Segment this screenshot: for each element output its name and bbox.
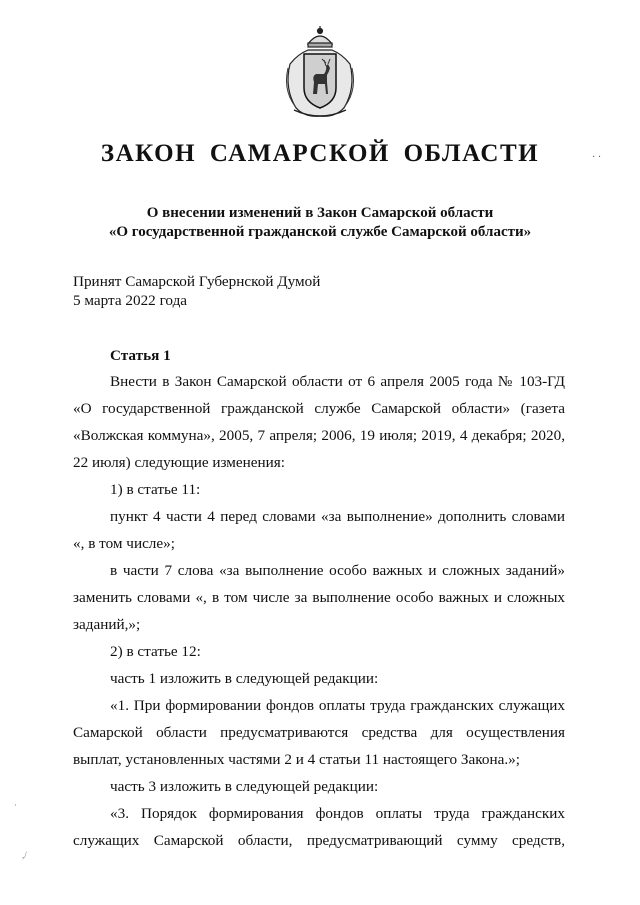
article-line-16: часть 3 изложить в следующей редакции: bbox=[110, 778, 379, 795]
article-line-4: 22 июля) следующие изменения: bbox=[73, 454, 285, 471]
article-line-8: в части 7 слова «за выполнение особо важных и сложных заданий» bbox=[110, 562, 565, 579]
article-line-1: Внести в Закон Самарской области от 6 апреля 2005 года № 103-ГД bbox=[110, 373, 565, 390]
article-line-12: часть 1 изложить в следующей редакции: bbox=[110, 670, 379, 687]
law-subtitle-line1: О внесении изменений в Закон Самарской области bbox=[146, 205, 494, 221]
article-line-14: Самарской области предусматриваются средства для осуществления bbox=[73, 724, 565, 741]
article-line-17: «3. Порядок формирования фондов оплаты труда гражданских bbox=[110, 805, 565, 822]
article-heading: Статья 1 bbox=[110, 347, 171, 364]
article-line-13: «1. При формировании фондов оплаты труда гражданских служащих bbox=[110, 697, 565, 714]
article-line-18: служащих Самарской области, предусматривающий сумму средств, bbox=[73, 832, 565, 849]
article-line-10: заданий,»; bbox=[73, 616, 141, 633]
scan-specks: · · bbox=[592, 152, 602, 163]
article-line-9: заменить словами «, в том числе за выполнение особо важных и сложных bbox=[73, 589, 565, 606]
law-subtitle-line2: «О государственной гражданской службе Самарской области» bbox=[108, 224, 532, 240]
article-line-5: 1) в статье 11: bbox=[110, 481, 201, 498]
adoption-line1: Принят Самарской Губернской Думой bbox=[73, 273, 321, 290]
scan-mark: ,/ bbox=[22, 850, 27, 860]
article-line-7: «, в том числе»; bbox=[73, 535, 175, 552]
scan-mark: · bbox=[14, 800, 17, 810]
article-line-2: «О государственной гражданской службе Самарской области» (газета bbox=[73, 400, 565, 417]
article-line-6: пункт 4 части 4 перед словами «за выполнение» дополнить словами bbox=[110, 508, 565, 525]
law-title: ЗАКОН САМАРСКОЙ ОБЛАСТИ bbox=[100, 140, 540, 167]
article-line-11: 2) в статье 12: bbox=[110, 643, 201, 660]
article-line-3: «Волжская коммуна», 2005, 7 апреля; 2006, 19 июля; 2019, 4 декабря; 2020, bbox=[73, 427, 565, 444]
coat-of-arms-emblem bbox=[280, 24, 360, 120]
adoption-line2: 5 марта 2022 года bbox=[73, 292, 188, 309]
article-line-15: выплат, установленных частями 2 и 4 статьи 11 настоящего Закона.»; bbox=[73, 751, 520, 768]
